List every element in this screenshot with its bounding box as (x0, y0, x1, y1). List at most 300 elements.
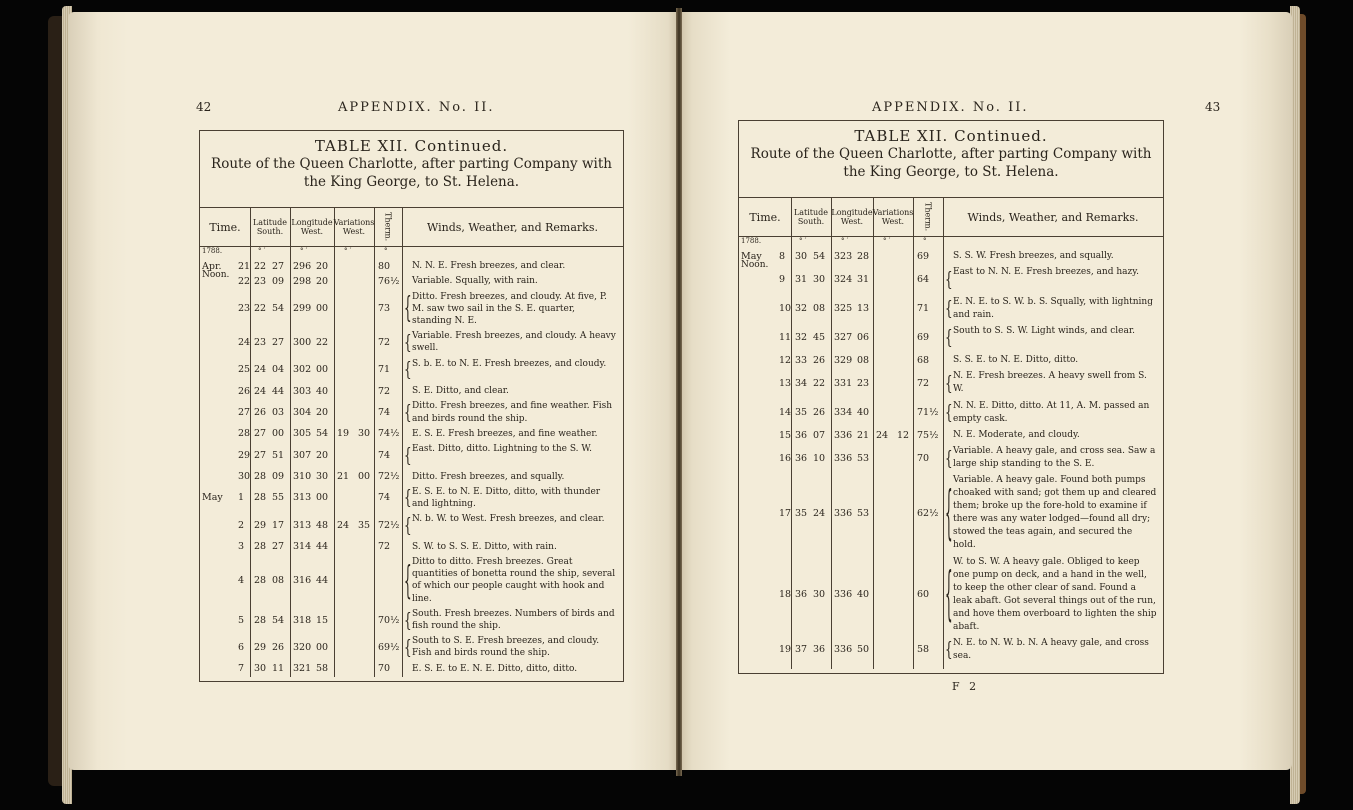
brace-mark: { (404, 608, 412, 631)
header-time: Time. (200, 208, 251, 246)
lon-min: 31 (857, 273, 870, 285)
lat-deg: 29 (254, 519, 267, 531)
lat-min: 54 (272, 303, 285, 315)
lat-min: 54 (272, 614, 285, 626)
date-day: 13 (779, 377, 792, 389)
header-variations: Variations West. (334, 208, 375, 246)
lat-deg: 28 (254, 574, 267, 586)
header-remarks: Winds, Weather, and Remarks. (427, 220, 598, 234)
date-day: 24 (238, 336, 251, 348)
var-min: 30 (358, 428, 371, 440)
therm-value: 70 (917, 452, 930, 464)
lat-min: 36 (813, 644, 826, 656)
remark-text: South to S. S. W. Light winds, and clear. (953, 325, 1136, 336)
running-head: APPENDIX. No. II. (872, 100, 1029, 115)
therm-value: 74 (378, 407, 391, 419)
remark-text: S. E. Ditto, and clear. (412, 386, 509, 397)
remark-text: E. N. E. to S. W. b. S. Squally, with lightning and rain. (953, 296, 1153, 320)
remark-text: N. N. E. Fresh breezes, and clear. (412, 261, 566, 271)
table-row (739, 265, 1163, 294)
table-row (739, 555, 1163, 636)
header-latitude: Latitude South. (250, 208, 291, 246)
lon-min: 30 (316, 471, 329, 483)
therm-value: 71 (917, 303, 930, 315)
lat-min: 24 (813, 507, 826, 519)
therm-value: 69 (917, 332, 930, 344)
therm-value: 70½ (378, 614, 400, 626)
lon-deg: 321 (293, 663, 312, 675)
therm-value: 76½ (378, 275, 400, 287)
date-day: 22 (238, 275, 251, 287)
unit-var: ° ′ (344, 247, 352, 255)
remark-text: South. Fresh breezes. Numbers of birds and fish round the ship. (412, 608, 615, 632)
lon-min: 20 (316, 275, 329, 287)
lon-deg: 302 (293, 364, 312, 376)
table-title: TABLE XII. Continued. (854, 127, 1048, 145)
brace-mark: { (404, 400, 412, 424)
lat-min: 09 (272, 275, 285, 287)
date-day: 5 (238, 614, 245, 626)
lat-deg: 36 (795, 452, 808, 464)
lat-min: 27 (272, 336, 285, 348)
therm-value: 72½ (378, 519, 400, 531)
lon-deg: 336 (834, 507, 853, 519)
table-row (739, 428, 1163, 444)
lat-deg: 23 (254, 275, 267, 287)
brace-mark: { (945, 296, 953, 320)
lat-min: 07 (813, 429, 826, 441)
var-deg: 24 (337, 519, 350, 531)
date-day: 1 (238, 492, 245, 504)
header-variations: Variations West. (873, 198, 914, 236)
table-row (200, 485, 623, 512)
lat-min: 27 (272, 260, 285, 272)
unit-var: ° ′ (883, 237, 891, 245)
lat-deg: 22 (254, 303, 267, 315)
lon-min: 00 (316, 642, 329, 653)
lat-min: 10 (813, 452, 826, 464)
therm-value: 72 (378, 336, 391, 348)
remark-text: East. Ditto, ditto. Lightning to the S. W. (412, 444, 592, 455)
date-day: 29 (238, 449, 251, 461)
remark-text: N. E. Moderate, and cloudy. (953, 429, 1080, 440)
lat-min: 30 (813, 589, 826, 601)
lon-min: 20 (316, 260, 329, 272)
lon-min: 00 (316, 492, 329, 504)
table-row (200, 512, 623, 539)
date-day: 4 (238, 574, 245, 586)
date-day: 28 (238, 428, 251, 440)
lon-min: 40 (857, 407, 870, 419)
lat-deg: 27 (254, 428, 267, 440)
lon-min: 08 (857, 355, 870, 367)
lat-min: 17 (272, 519, 285, 531)
lon-deg: 296 (293, 260, 312, 272)
lon-deg: 299 (293, 303, 312, 315)
lat-min: 51 (272, 449, 285, 461)
lat-min: 03 (272, 407, 285, 419)
table-row (739, 353, 1163, 369)
lat-deg: 31 (795, 273, 808, 285)
lon-min: 44 (316, 541, 329, 553)
remark-text: W. to S. W. A heavy gale. Obliged to keep one pump on deck, and a hand in the well, to keep the other clear of sand. Found a leak abaft. Got several things out of the run, and hove them overboard to lighten the ship abaft. (953, 556, 1157, 632)
lon-min: 40 (857, 589, 870, 601)
table-row (200, 274, 623, 289)
table-row (200, 555, 623, 607)
brace-mark: { (945, 560, 953, 628)
remark-text: South to S. E. Fresh breezes, and cloudy. Fish and birds round the ship. (412, 636, 600, 659)
therm-value: 73 (378, 303, 391, 315)
table-row (739, 444, 1163, 473)
page-number: 42 (196, 100, 212, 114)
therm-value: 69½ (378, 642, 400, 653)
header-time: Time. (739, 198, 792, 236)
var-deg: 24 (876, 429, 889, 441)
lat-min: 30 (813, 273, 826, 285)
therm-value: 71½ (917, 407, 939, 419)
page-number: 43 (1205, 100, 1221, 114)
table-row (200, 634, 623, 661)
lat-min: 55 (272, 492, 285, 504)
lon-min: 13 (857, 303, 870, 315)
lat-deg: 28 (254, 492, 267, 504)
therm-value: 70 (378, 663, 391, 675)
therm-value: 74 (378, 449, 391, 461)
table-row (200, 290, 623, 330)
lon-deg: 318 (293, 614, 312, 626)
brace-mark: { (945, 446, 953, 469)
lat-deg: 32 (795, 303, 808, 315)
table-row (739, 473, 1163, 554)
table-row (200, 329, 623, 356)
therm-value: 74½ (378, 428, 400, 440)
remark-text: N. E. Fresh breezes. A heavy swell from S. W. (953, 371, 1147, 395)
remark-text: N. N. E. Ditto, ditto. At 11, A. M. passed an empty cask. (953, 400, 1150, 424)
lon-min: 44 (316, 574, 329, 586)
date-day: 30 (238, 471, 251, 483)
lat-min: 26 (813, 355, 826, 367)
lon-min: 00 (316, 364, 329, 376)
lat-deg: 36 (795, 589, 808, 601)
remark-text: Variable. Fresh breezes, and cloudy. A heavy swell. (412, 331, 616, 354)
table-row (200, 540, 623, 555)
year-label: 1788. (202, 247, 223, 255)
header-longitude: Longitude West. (290, 208, 335, 246)
date-noon: Noon. (202, 269, 230, 280)
lat-deg: 22 (254, 260, 267, 272)
date-day: 6 (238, 642, 245, 653)
therm-value: 68 (917, 355, 930, 367)
table-header (739, 197, 1163, 237)
unit-therm: ° (923, 237, 927, 245)
lon-min: 48 (316, 519, 329, 531)
lon-deg: 314 (293, 541, 312, 553)
remark-text: N. b. W. to West. Fresh breezes, and clear. (412, 514, 605, 525)
date-day: 16 (779, 452, 792, 464)
lon-deg: 327 (834, 332, 853, 344)
date-month: May (202, 492, 223, 504)
remark-text: E. S. E. to N. E. Ditto, ditto, with thunder and lightning. (412, 486, 601, 509)
brace-mark: { (404, 557, 412, 603)
date-day: 2 (238, 519, 245, 531)
lon-deg: 336 (834, 429, 853, 441)
therm-value: 62½ (917, 507, 939, 519)
lat-deg: 28 (254, 541, 267, 553)
lon-min: 22 (316, 336, 329, 348)
lat-deg: 30 (254, 663, 267, 675)
date-day: 26 (238, 385, 251, 397)
remark-text: S. b. E. to N. E. Fresh breezes, and cloudy. (412, 358, 607, 369)
table-row (200, 357, 623, 384)
unit-lon: ° ′ (841, 237, 849, 245)
remark-text: Ditto. Fresh breezes, and fine weather. Fish and birds round the ship. (412, 401, 613, 424)
lat-min: 26 (813, 407, 826, 419)
lon-deg: 316 (293, 574, 312, 586)
header-remarks: Winds, Weather, and Remarks. (967, 210, 1139, 224)
lon-deg: 334 (834, 407, 853, 419)
table-header (200, 207, 623, 247)
var-min: 00 (358, 471, 371, 483)
lat-min: 22 (813, 377, 826, 389)
unit-therm: ° (384, 247, 388, 255)
therm-value: 58 (917, 644, 930, 656)
lon-deg: 324 (834, 273, 853, 285)
date-month: Apr. (202, 260, 222, 272)
lat-min: 27 (272, 541, 285, 553)
lat-min: 08 (813, 303, 826, 315)
lon-min: 53 (857, 452, 870, 464)
book-spine (676, 8, 682, 776)
lat-deg: 28 (254, 614, 267, 626)
lon-min: 54 (316, 428, 329, 440)
brace-mark: { (404, 486, 412, 509)
date-day: 27 (238, 407, 251, 419)
therm-value: 74 (378, 492, 391, 504)
therm-value: 80 (378, 260, 391, 272)
date-day: 15 (779, 429, 792, 441)
brace-mark: { (404, 635, 412, 659)
lon-deg: 304 (293, 407, 312, 419)
lon-deg: 298 (293, 275, 312, 287)
date-noon: Noon. (741, 260, 769, 271)
left-page (68, 12, 678, 770)
header-longitude: Longitude West. (831, 198, 874, 236)
remark-text: Variable. Squally, with rain. (412, 276, 538, 287)
lat-min: 45 (813, 332, 826, 344)
lon-deg: 300 (293, 336, 312, 348)
therm-value: 72 (378, 385, 391, 397)
lat-deg: 26 (254, 407, 267, 419)
table-box (738, 120, 1164, 674)
date-day: 17 (779, 507, 792, 519)
lat-deg: 29 (254, 642, 267, 653)
lon-min: 50 (857, 644, 870, 656)
date-day: 12 (779, 355, 792, 367)
remark-text: East to N. N. E. Fresh breezes, and hazy. (953, 267, 1139, 278)
lat-deg: 28 (254, 471, 267, 483)
var-deg: 21 (337, 471, 350, 483)
table-row (739, 249, 1163, 271)
table-title: TABLE XII. Continued. (314, 137, 509, 155)
right-page (680, 12, 1292, 770)
date-day: 8 (779, 251, 786, 263)
table-row (200, 442, 623, 469)
table-row (200, 399, 623, 426)
running-head: APPENDIX. No. II. (338, 100, 495, 115)
lon-min: 21 (857, 429, 870, 441)
brace-mark: { (404, 291, 412, 326)
remark-text: N. E. to N. W. b. N. A heavy gale, and cross sea. (953, 637, 1149, 661)
table-row (200, 384, 623, 399)
lon-min: 20 (316, 449, 329, 461)
table-subtitle: Route of the Queen Charlotte, after parting Company with the King George, to St. Helena. (750, 146, 1152, 180)
lon-deg: 325 (834, 303, 853, 315)
header-therm: Therm. (374, 208, 403, 246)
brace-mark: { (945, 267, 953, 291)
lon-min: 06 (857, 332, 870, 344)
brace-mark: { (945, 638, 953, 661)
lat-min: 08 (272, 574, 285, 586)
therm-value: 72½ (378, 471, 400, 483)
table-row (739, 295, 1163, 324)
remark-text: S. S. W. Fresh breezes, and squally. (953, 251, 1114, 261)
table-row (200, 662, 623, 677)
lon-deg: 313 (293, 519, 312, 531)
lat-min: 00 (272, 428, 285, 440)
table-row (200, 427, 623, 442)
lon-min: 53 (857, 507, 870, 519)
date-day: 7 (238, 663, 245, 675)
remark-text: Ditto. Fresh breezes, and squally. (412, 471, 565, 482)
lon-deg: 305 (293, 428, 312, 440)
table-row (739, 399, 1163, 428)
date-day: 23 (238, 303, 251, 315)
therm-value: 60 (917, 589, 930, 601)
remark-text: Variable. A heavy gale. Found both pumps choaked with sand; got them up and cleared them; broke up the fore-hold to examine if there was any water lodged—found all dry; stowed the teas again, and secured the hold. (953, 475, 1157, 551)
remark-text: E. S. E. Fresh breezes, and fine weather. (412, 428, 598, 439)
lon-min: 58 (316, 663, 329, 675)
remark-text: S. S. E. to N. E. Ditto, ditto. (953, 355, 1079, 365)
lon-min: 00 (316, 303, 329, 315)
brace-mark: { (404, 358, 412, 381)
lat-deg: 34 (795, 377, 808, 389)
lon-deg: 329 (834, 355, 853, 367)
table-box (199, 130, 624, 682)
remark-text: E. S. E. to E. N. E. Ditto, ditto, ditto. (412, 663, 578, 674)
brace-mark: { (945, 371, 953, 395)
brace-mark: { (945, 400, 953, 424)
lon-deg: 313 (293, 492, 312, 504)
lon-deg: 303 (293, 385, 312, 397)
therm-value: 64 (917, 273, 930, 285)
lat-min: 11 (272, 663, 285, 675)
table-row (200, 470, 623, 485)
lon-deg: 310 (293, 471, 312, 483)
lon-deg: 336 (834, 644, 853, 656)
lat-deg: 37 (795, 644, 808, 656)
lon-min: 15 (316, 614, 329, 626)
table-subtitle: Route of the Queen Charlotte, after parting Company with the King George, to St. Helena. (211, 156, 612, 190)
date-day: 21 (238, 260, 251, 272)
lon-min: 40 (316, 385, 329, 397)
remark-text: Ditto. Fresh breezes, and cloudy. At five, P. M. saw two sail in the S. E. quarter, standing N. E. (412, 291, 607, 326)
lat-min: 04 (272, 364, 285, 376)
date-day: 9 (779, 273, 786, 285)
table-row (739, 369, 1163, 398)
signature-mark: F 2 (952, 680, 980, 693)
header-therm: Therm. (913, 198, 944, 236)
lon-deg: 307 (293, 449, 312, 461)
date-month: May (741, 251, 762, 263)
brace-mark: { (945, 479, 953, 547)
remark-text: Variable. A heavy gale, and cross sea. Saw a large ship standing to the S. E. (953, 446, 1156, 469)
brace-mark: { (404, 513, 412, 537)
unit-lat: ° ′ (258, 247, 266, 255)
var-deg: 19 (337, 428, 350, 440)
lon-min: 28 (857, 251, 870, 263)
remark-text: Ditto to ditto. Fresh breezes. Great quantities of bonetta round the ship, several of which our people caught with hook and line. (412, 556, 616, 604)
year-label: 1788. (741, 237, 762, 245)
date-day: 10 (779, 303, 792, 315)
lat-deg: 27 (254, 449, 267, 461)
date-day: 14 (779, 407, 792, 419)
date-day: 25 (238, 364, 251, 376)
lat-deg: 36 (795, 429, 808, 441)
therm-value: 72 (378, 541, 391, 553)
brace-mark: { (404, 330, 412, 354)
table-row (200, 259, 623, 280)
remark-text: S. W. to S. S. E. Ditto, with rain. (412, 541, 557, 552)
lon-deg: 331 (834, 377, 853, 389)
lat-deg: 35 (795, 507, 808, 519)
lat-deg: 33 (795, 355, 808, 367)
lon-deg: 320 (293, 642, 312, 653)
lat-min: 54 (813, 251, 826, 263)
date-day: 19 (779, 644, 792, 656)
lat-deg: 30 (795, 251, 808, 263)
var-min: 12 (897, 429, 910, 441)
brace-mark: { (945, 326, 953, 349)
table-row (200, 607, 623, 634)
var-min: 35 (358, 519, 371, 531)
lat-min: 44 (272, 385, 285, 397)
lat-deg: 23 (254, 336, 267, 348)
unit-lon: ° ′ (300, 247, 308, 255)
therm-value: 69 (917, 251, 930, 263)
lon-deg: 336 (834, 589, 853, 601)
lon-deg: 336 (834, 452, 853, 464)
lon-deg: 323 (834, 251, 853, 263)
unit-lat: ° ′ (799, 237, 807, 245)
lon-min: 23 (857, 377, 870, 389)
brace-mark: { (404, 443, 412, 466)
lat-min: 09 (272, 471, 285, 483)
date-day: 11 (779, 332, 792, 344)
lat-min: 26 (272, 642, 285, 653)
table-row (739, 636, 1163, 665)
lon-min: 20 (316, 407, 329, 419)
therm-value: 75½ (917, 429, 939, 441)
lat-deg: 32 (795, 332, 808, 344)
table-row (739, 324, 1163, 353)
therm-value: 71 (378, 364, 391, 376)
header-latitude: Latitude South. (791, 198, 832, 236)
lat-deg: 24 (254, 385, 267, 397)
date-day: 18 (779, 589, 792, 601)
lat-deg: 24 (254, 364, 267, 376)
lat-deg: 35 (795, 407, 808, 419)
therm-value: 72 (917, 377, 930, 389)
